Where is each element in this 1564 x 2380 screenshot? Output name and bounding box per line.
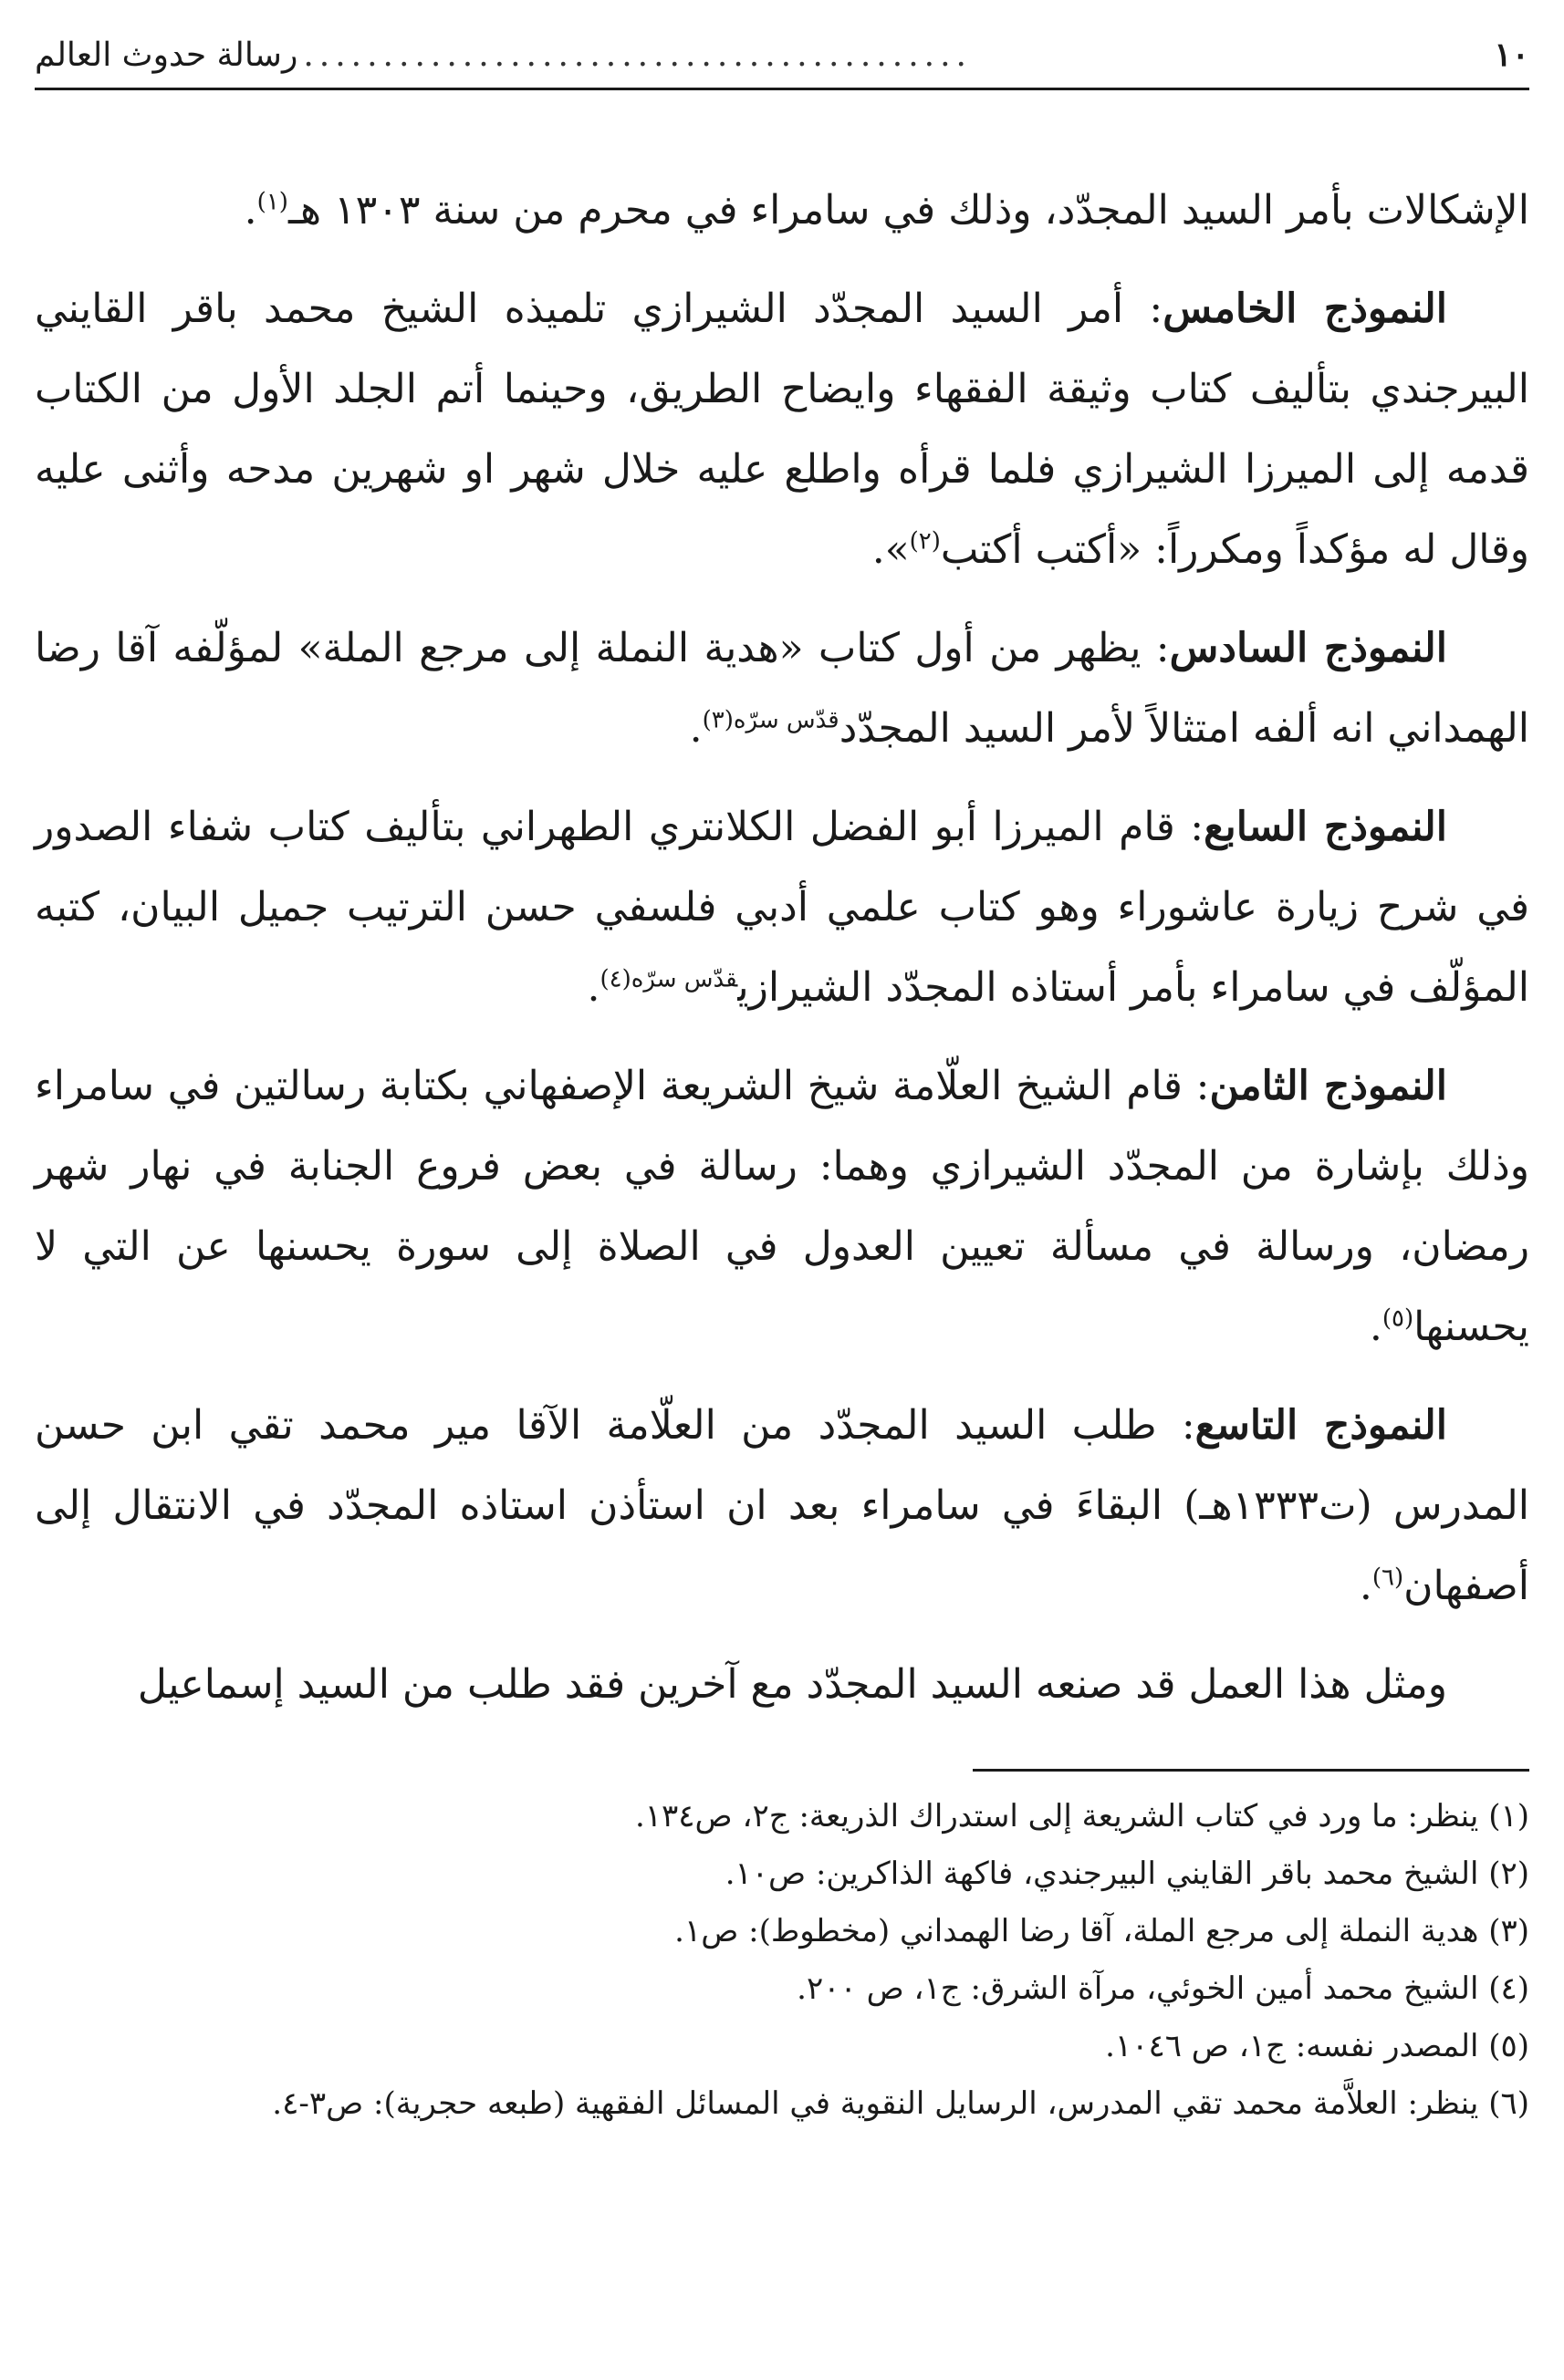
running-title: رسالة حدوث العالم (35, 36, 298, 74)
paragraph-2-text: : أمر السيد المجدّد الشيرازي تلميذه الشيخ محمد باقر القايني البيرجندي بتأليف كتاب وثيقة الفقهاء وايضاح الطريق، وحينما أتم الجلد الأول من الكتاب قدمه إلى الميرزا الشيرازي فلما قرأه واطلع عليه خلال شهر او شهرين مدحه وأثنى عليه وقال له مؤكداً ومكرراً: «أكتب أكتب (35, 286, 1529, 573)
paragraph-4-end: . (587, 964, 600, 1011)
paragraph-3-text: : يظهر من أول كتاب «هدية النملة إلى مرجع الملة» لمؤلّفه آقا رضا الهمداني انه ألفه امتثالاً لأمر السيد المجدّد (35, 625, 1529, 752)
heading-model-5: النموذج الخامس (1163, 286, 1448, 332)
paragraph-model-8 (35, 1046, 1529, 1367)
footnote-5: (٥) المصدر نفسه: ج١، ص ١٠٤٦. (1105, 2028, 1529, 2064)
footnote-2: (٢) الشيخ محمد باقر القايني البيرجندي، فاكهة الذاكرين: ص١٠. (725, 1855, 1529, 1892)
heading-model-8: النموذج الثامن (1209, 1063, 1447, 1109)
paragraph-1 (35, 171, 1529, 251)
paragraph-3-end: . (689, 705, 703, 752)
paragraph-1-end: . (244, 187, 257, 234)
paragraph-7-text: ومثل هذا العمل قد صنعه السيد المجدّد مع آخرين فقد طلب من السيد إسماعيل (137, 1661, 1447, 1708)
paragraph-model-6 (35, 608, 1529, 769)
footnote-6: (٦) ينظر: العلاَّمة محمد تقي المدرس، الرسايل النقوية في المسائل الفقهية (طبعه حجرية): ص٣-٤. (272, 2085, 1529, 2122)
paragraph-6-text: : طلب السيد المجدّد من العلّامة الآقا مير محمد تقي ابن حسن المدرس (ت١٣٣٣هـ) البقاءَ في سامراء بعد ان استأذن استاذه المجدّد في الانتقال إلى أصفهان (35, 1402, 1529, 1609)
paragraph-1-text: الإشكالات بأمر السيد المجدّد، وذلك في سامراء في محرم من سنة ١٣٠٣ هـ (287, 187, 1529, 234)
footnote-3: (٣) هدية النملة إلى مرجع الملة، آقا رضا الهمداني (مخطوط): ص١. (674, 1913, 1529, 1949)
footnote-4: (٤) الشيخ محمد أمين الخوئي، مرآة الشرق: ج١، ص ٢٠٠. (797, 1970, 1529, 2007)
paragraph-model-5 (35, 269, 1529, 590)
footnotes (35, 1788, 1529, 2133)
paragraph-model-7 (35, 787, 1529, 1028)
heading-model-6: النموذج السادس (1169, 625, 1448, 671)
running-header (35, 27, 1529, 90)
honorific-3: قدّس سرّه (733, 706, 839, 734)
heading-model-9: النموذج التاسع (1194, 1402, 1447, 1449)
honorific-4: قدّس سرّه (631, 965, 738, 993)
footnote-ref-2: (٢) (909, 527, 941, 556)
heading-model-7: النموذج السابع (1204, 804, 1447, 850)
footnote-ref-4: (٤) (600, 965, 631, 993)
footnote-ref-1: (١) (256, 188, 288, 216)
paragraph-2-end: ». (871, 526, 910, 573)
footnote-ref-3: (٣) (702, 706, 734, 734)
paragraph-4-text: : قام الميرزا أبو الفضل الكلانتري الطهراني بتأليف كتاب شفاء الصدور في شرح زيارة عاشوراء وهو كتاب علمي أدبي فلسفي حسن الترتيب جميل البيان، كتبه المؤلّف في سامراء بأمر أستاذه المجدّد الشيرازي (35, 804, 1529, 1011)
book-page (35, 27, 1529, 2363)
paragraph-6-end: . (1359, 1563, 1372, 1609)
paragraph-7 (35, 1645, 1529, 1725)
footnote-separator (973, 1769, 1529, 1772)
paragraph-model-9 (35, 1386, 1529, 1627)
paragraph-5-end: . (1369, 1304, 1382, 1350)
footnote-ref-5: (٥) (1382, 1304, 1414, 1333)
paragraph-5-text: : قام الشيخ العلّامة شيخ الشريعة الإصفهاني بكتابة رسالتين في سامراء وذلك بإشارة من المجدّد الشيرازي وهما: رسالة في بعض فروع الجنابة في نهار شهر رمضان، ورسالة في مسألة تعيين العدول في الصلاة إلى سورة يحسنها عن التي لا يحسنها (35, 1063, 1529, 1350)
page-number: ١٠ (1494, 36, 1529, 74)
footnote-1: (١) ينظر: ما ورد في كتاب الشريعة إلى استدراك الذريعة: ج٢، ص١٣٤. (634, 1798, 1529, 1834)
main-text (35, 171, 1529, 1725)
footnote-ref-6: (٦) (1371, 1564, 1404, 1592)
leader-dots: .......................................... (303, 36, 972, 74)
